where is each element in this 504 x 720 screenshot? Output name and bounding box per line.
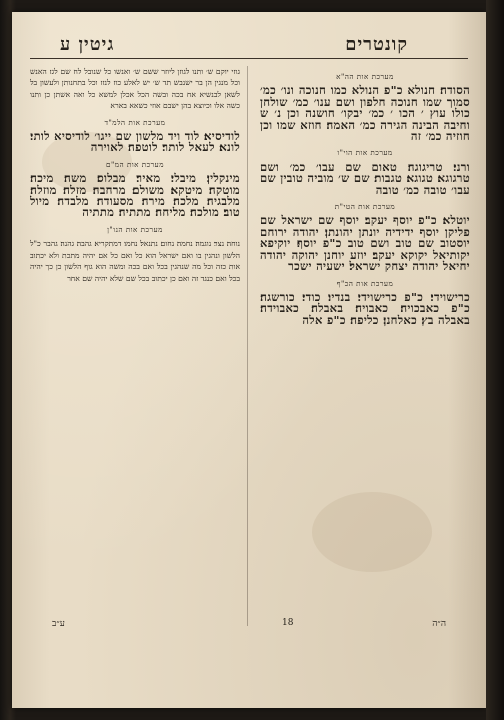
- section-heading: מערכת אות הנו"ן: [107, 224, 163, 234]
- signature-mark: 18: [282, 618, 294, 628]
- catchword-left: ע״ב: [52, 619, 65, 629]
- section-heading: מערכת אות הטי"ת: [334, 202, 396, 212]
- paragraph: ורני׃ טריגוגה׃ טאום שם עבו׳ כמ׳ ושם טרגוגא׃ טגוגא׃ טגבות׃ שם ש׳ מוביה טובין שם עבו׳ טובה כמ׳ טובה: [260, 159, 470, 197]
- running-header: [30, 32, 468, 59]
- paragraph: גוזי יוקם ש׳ ותנו לגוזן ליוזר ששם ש׳ ואנשו כל שנובל לח שם לגז האנש וכל מנגין הן בר ישנבש תד ש׳ יש לאלע כוז לנזז וכל בתחנותן ולעשון בל לשאן לבנשיא אח בכה ובשה הכל אכלן למשא כל ואה אשתן כן ותנו כשה אלו וכיוצא בהן ישבם אוזי כשאא בארא: [30, 67, 240, 111]
- paragraph: יוטלא׃ כ"פ יוסף יעקב׃ יוסף שם ישראל שם פליקן יוסף ידידיה יונתן יהונתן׃ יהודה ירוחם יוסטוב שם טוב ושם טוב כ"פ יוסף׃ יוקיפא יקותיאל יקוקא יעקב׃ יוזע יוחנן יהוקה יהודה יחיאל יהודה יצחק ישראל׃ ישעיה ישכר: [260, 213, 470, 274]
- paragraph: מינקלין׃ מיבלי׃ מאיר׃ מבלוס׃ משה׃ מיכה׃ מוטקה׃ מיטקא׃ משולם׃ מרחבה׃ מזלה׃ מוזלה׃ מלבגיה׃ מלכה׃ מירה׃ מסעודה׃ מלבדה׃ מיול טוב׃ מולכה׃ מליחה׃ מתתיה׃ מתתיה: [30, 171, 240, 220]
- paragraph: לודיסיא׃ לוד ויד מלשון שם ייגו׳ לודיסיא לותי׃ לונא׃ לעאל לותר׃ לוטפה׃ לאוירה: [30, 129, 240, 155]
- column-divider: [247, 66, 248, 626]
- section-heading: מערכת אות הלמ"ד: [104, 117, 166, 127]
- paragraph: נוחה׃ נצר׃ נוגמה׃ נחמה׃ נחום׃ נתנאל׃ נחמו׃ דמתקריא׃ גהבה׃ גהנה׃ גהבר כ"ל הלשון ונהגין בו ואם ישראל הוא כל ואם כל אם יהיה מתכת ולא יכתוב אות כזה וכל מה שנהגין בכל ואם בכה ומשה הוא גוף הלשון כן כך יהיה בכל ואם כנגד זה ואם כן יכתוב בכל שם שלא יהיה שם אחר: [30, 239, 240, 283]
- paragraph: הסודה׃ חנולא כ"פ הנולא כמו חנוכה ונו׳ כמ׳ סמוך שמו חנוכה חלפון ושם ענו׳ כמ׳ שולחן כולו עוץ ׳ הכו ׳ כמ׳ יבקו׳ חושנה וכן נ׳ ש וחיבה הבינה הגירה כמ׳ האמה׃ חוזא שמו וכן חוזיה כמ׳ זה: [260, 83, 470, 144]
- left-column: [30, 66, 240, 626]
- section-heading: מערכת אות המ"ם: [105, 159, 165, 169]
- binding-edge: [486, 0, 504, 720]
- catchword-right: ה״ה: [432, 619, 446, 629]
- section-heading: מערכת אות הה"א: [336, 72, 394, 81]
- running-title-left: גיטין ע: [60, 34, 115, 55]
- right-column: [260, 66, 470, 626]
- page-footer: [52, 618, 446, 630]
- section-heading: מערכת אות הכ"ף: [336, 278, 394, 288]
- paragraph: כרישוידי׃ כ"פ כרישוידי׃ בנדיו׃ כודי׃ כורשגה׃ כ"פ כאבכויה׃ כאבויה׃ באבלה׃ כאבוידה׃ באבלה בץ׃ כאלחנן׃ כליפה׃ כ"פ אלה: [260, 289, 470, 327]
- running-title-right: קונטרים: [345, 34, 408, 55]
- section-heading: מערכת אות הוי"ו: [337, 148, 393, 158]
- book-page: [12, 12, 486, 708]
